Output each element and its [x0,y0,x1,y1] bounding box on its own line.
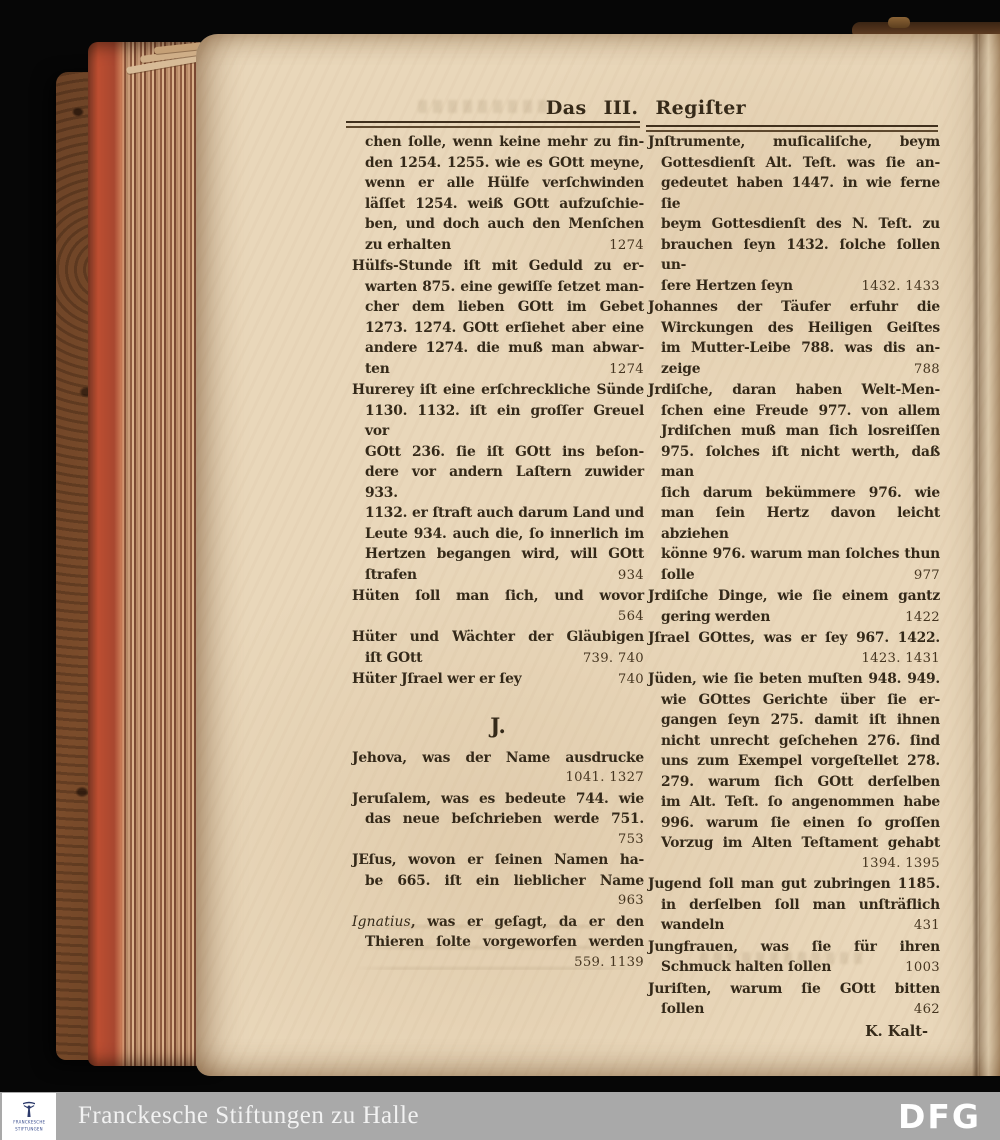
page-fore-edges [88,42,200,1066]
index-line: Thieren ſolte vorgeworfen werden [365,934,644,950]
index-line: beym Gottesdienſt des N. Teſt. zu [661,216,940,232]
index-line: brauchen ſeyn 1432. ſolche ſollen un- [661,236,940,273]
index-line: be 665. iſt ein lieblicher Name [365,872,644,889]
index-entry [352,850,644,912]
index-line: gangen ſeyn 275. damit iſt ihnen [661,712,940,728]
left-column [352,132,644,973]
index-line: Jeruſalem, was es bedeute 744. wie [352,790,644,807]
index-line: 996. warum ſie einen ſo groſſen [661,814,940,831]
index-line: könne 976. warum man ſolches thun [661,546,940,562]
binding-detail [888,17,910,28]
index-entry [648,874,940,937]
index-line: gedeutet haben 1447. in wie ferne ſie [661,175,940,212]
right-column-entries [648,132,940,1021]
index-line: Wirckungen des Heiligen Geiſtes [661,319,940,336]
logo-caption: FRANCKESCHE [12,1119,46,1125]
index-line: Vorzug im Alten Teſtament gehabt [661,835,940,851]
index-entry [352,669,644,691]
index-line: 279. warum ſich GOtt derſelben [661,773,940,790]
index-line: Hüter Jſrael wer er ſey 740 [352,671,644,687]
index-line: Hülfs-Stunde iſt mit Geduld zu er- [352,258,644,274]
index-line: man ſein Hertz davon leicht abziehen [661,505,940,542]
index-line: ſere Hertzen ſeyn 1432. 1433 [661,277,940,294]
index-line: 1423. 1431 [861,650,940,666]
index-line: Jungfrauen, was ſie für ihren [648,938,940,955]
header-rule-right [646,125,938,132]
index-line: Jſrael GOttes, was er ſey 967. 1422. [648,630,940,646]
index-line: Jüden, wie ſie beten muſten 948. 949. [648,671,940,687]
index-entry [352,748,644,789]
index-line: 975. ſolches iſt nicht werth, daß man [661,443,940,480]
index-entry [648,132,940,297]
index-entry [648,979,940,1021]
index-line: läſſet 1254. weiß GOtt aufzuſchie- [365,195,644,212]
index-entry [352,256,644,380]
index-line: ben, und doch auch den Menſchen [365,216,644,232]
index-entry [352,912,644,974]
left-column-entries [352,132,644,691]
index-line: iſt GOtt 739. 740 [365,649,644,666]
index-line: nicht unrecht geſchehen 276. ſind [661,732,940,749]
institution-title: Franckesche Stiftungen zu Halle [78,1102,420,1129]
index-line: 1394. 1395 [861,855,940,871]
index-entry [352,380,644,586]
index-line: in derſelben ſoll man unſträflich [661,896,940,913]
index-line: ten 1274 [365,360,644,377]
left-column-entries-j [352,748,644,974]
franckesche-stiftungen-logo [2,1093,56,1140]
index-line: Jehova, was der Name ausdrucke [352,749,644,766]
index-line: wandeln 431 [661,917,940,933]
index-entry [648,628,940,669]
right-column [648,132,940,1040]
index-line: 1041. 1327 [565,770,644,785]
dfg-wordmark: DFG [898,1096,982,1136]
index-line: ſich darum bekümmere 976. wie [661,484,940,501]
index-line: gering werden 1422 [661,608,940,625]
index-line: 1273. 1274. GOtt erſiehet aber eine [365,319,644,336]
index-line: Jrdiſche, daran haben Welt-Men- [648,382,940,398]
section-heading-J: J. [490,712,506,738]
index-line: JEſus, wovon er ſeinen Namen ha- [352,852,644,868]
index-line: cher dem lieben GOtt im Gebet [365,299,644,315]
index-line: Johannes der Täufer erfuhr die [648,299,940,315]
catchword: K. Kalt- [865,1022,928,1040]
index-line: Leute 934. auch die, ſo innerlich im [365,525,644,542]
index-line: Hüter und Wächter der Gläubigen [352,629,644,645]
index-line: im Alt. Teſt. ſo angenommen habe [661,794,940,810]
index-line: ſolle 977 [661,566,940,583]
index-line: ſchen eine Freude 977. von allem [661,402,940,419]
index-line: im Mutter-Leibe 788. was dis an- [661,340,940,356]
index-entry [648,297,940,380]
index-line: 564 [617,608,644,624]
index-entry [352,132,644,256]
index-line: Hurerey iſt eine erſchreckliche Sünde [352,382,644,398]
index-entry [648,669,940,874]
index-line: ſtrafen 934 [365,566,644,583]
index-line: 559. 1139 [574,954,644,970]
index-line: Ignatius, was er geſagt, da er den [352,913,644,930]
index-line: andere 1274. die muß man abwar- [365,340,644,356]
index-line: Juriſten, warum ſie GOtt bitten [648,980,940,997]
index-line: wenn er alle Hülfe verſchwinden [365,175,644,191]
index-line: warten 875. eine gewiſſe ſetzet man- [365,278,644,295]
index-line: Jnſtrumente, muſicaliſche, beym [648,134,940,150]
index-entry [352,586,644,627]
index-line: chen ſolle, wenn keine mehr zu fin- [365,134,644,150]
running-header: Das III. Regiſter [545,97,747,119]
index-line: ſollen 462 [661,1001,940,1017]
index-line: Gottesdienſt Alt. Teſt. was ſie an- [661,154,940,171]
index-line: Jugend ſoll man gut zubringen 1185. [648,876,940,892]
header-rule-left [346,121,640,128]
index-line: zeige 788 [661,360,940,377]
index-line: GOtt 236. ſie iſt GOtt ins beſon- [365,443,644,460]
index-line: das neue beſchrieben werde 751. [365,811,644,827]
index-line: 1132. er ſtraft auch darum Land und [365,505,644,521]
index-line: uns zum Exempel vorgeſtellet 278. [661,753,940,769]
index-entry [648,937,940,979]
index-entry [648,586,940,628]
page-fold-highlight [979,34,1000,1076]
index-line: dere vor andern Laſtern zuwider 933. [365,464,644,501]
index-entry [352,789,644,851]
index-line: Jrdiſche Dinge, wie ſie einem gantz [648,588,940,604]
index-line: 753 [617,831,644,847]
index-line: Hertzen begangen wird, will GOtt [365,546,644,562]
index-line: Hüten ſoll man ſich, und wovor [352,588,644,604]
index-entry [352,627,644,669]
logo-caption: STIFTUNGEN [15,1126,43,1132]
index-line: Jrdiſchen muß man ſich losreiſſen [661,423,940,439]
index-line: den 1254. 1255. wie es GOtt meyne, [365,154,644,171]
index-line: 1130. 1132. iſt ein groſſer Greuel vor [365,402,644,439]
index-entry [648,380,940,586]
index-line: zu erhalten 1274 [365,236,644,253]
index-line: Schmuck halten ſollen 1003 [661,959,940,975]
orans-figure-icon [19,1101,39,1119]
index-line: 963 [617,893,644,908]
index-line: wie GOttes Gerichte über ſie er- [661,691,940,708]
